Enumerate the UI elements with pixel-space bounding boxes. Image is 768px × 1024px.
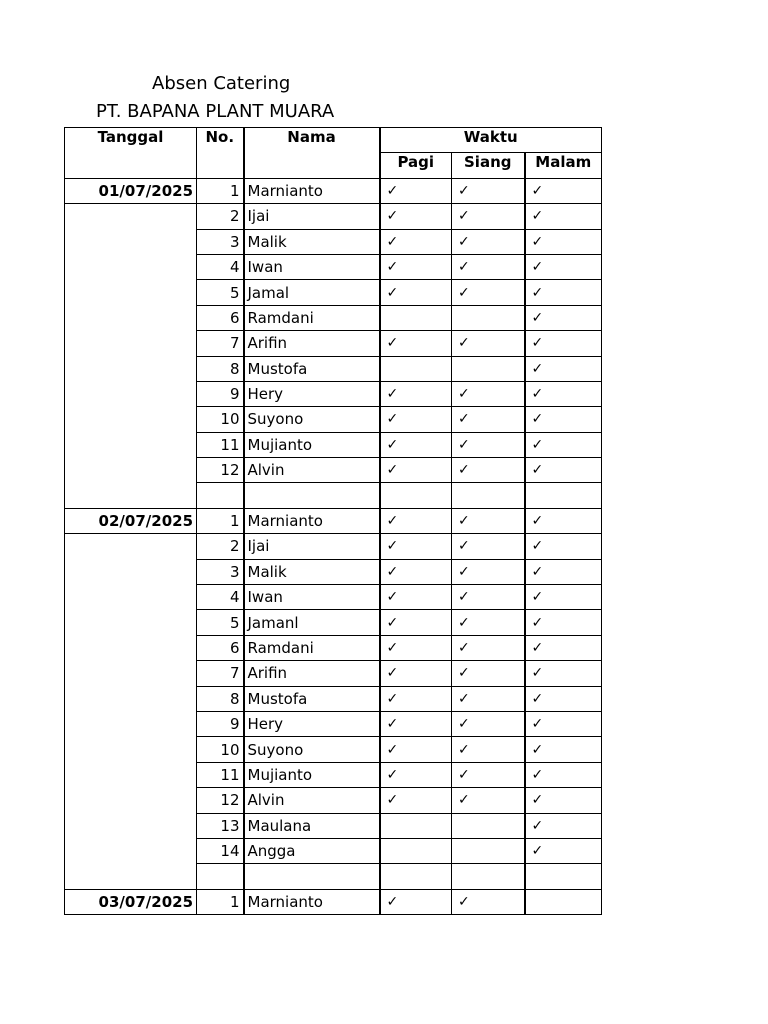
table-row	[65, 204, 602, 229]
siang-cell	[452, 889, 525, 914]
check-icon: ✓	[531, 563, 544, 580]
check-icon: ✓	[531, 589, 544, 606]
employee-name: Hery	[244, 381, 380, 406]
check-icon: ✓	[458, 614, 470, 631]
table-row	[65, 229, 602, 254]
date-cell-empty	[65, 280, 197, 305]
check-icon: ✓	[458, 335, 470, 352]
check-icon: ✓	[386, 538, 399, 555]
employee-name: Jamanl	[244, 610, 380, 635]
check-icon: ✓	[458, 640, 470, 656]
pagi-cell	[380, 686, 452, 711]
date-cell-empty	[65, 204, 197, 229]
row-number: 8	[197, 686, 244, 711]
pagi-cell	[380, 788, 452, 813]
pagi-cell	[380, 559, 452, 584]
pagi-cell	[380, 331, 452, 356]
check-icon: ✓	[386, 690, 399, 707]
siang-cell	[452, 280, 525, 305]
spacer-cell	[244, 864, 380, 889]
date-cell-empty	[65, 661, 197, 686]
check-icon: ✓	[386, 233, 399, 250]
pagi-cell	[380, 178, 452, 203]
table-row	[65, 737, 602, 762]
row-number: 2	[197, 204, 244, 229]
siang-cell	[452, 762, 525, 787]
table-row	[65, 534, 602, 559]
attendance-table	[64, 127, 602, 915]
header-malam: Malam	[525, 153, 602, 178]
date-cell-empty	[65, 458, 197, 483]
table-row	[65, 661, 602, 686]
siang-cell	[452, 635, 525, 660]
employee-name: Alvin	[244, 458, 380, 483]
table-row	[65, 610, 602, 635]
spacer-cell	[380, 864, 452, 889]
pagi-cell	[380, 889, 452, 914]
row-number: 10	[197, 737, 244, 762]
date-cell-empty	[65, 635, 197, 660]
employee-name: Malik	[244, 559, 380, 584]
pagi-cell	[380, 838, 452, 863]
check-icon: ✓	[531, 208, 544, 225]
employee-name: Marnianto	[244, 889, 380, 914]
check-icon: ✓	[531, 690, 544, 707]
siang-cell	[452, 788, 525, 813]
row-number: 1	[197, 178, 244, 203]
check-icon: ✓	[531, 741, 544, 758]
malam-cell	[525, 229, 602, 254]
check-icon: ✓	[458, 233, 470, 250]
check-icon: ✓	[458, 436, 470, 453]
siang-cell	[452, 610, 525, 635]
row-number: 11	[197, 762, 244, 787]
check-icon: ✓	[531, 182, 544, 199]
malam-cell	[525, 254, 602, 279]
employee-name: Angga	[244, 838, 380, 863]
check-icon: ✓	[458, 690, 470, 707]
table-row	[65, 585, 602, 610]
pagi-cell	[380, 534, 452, 559]
pagi-cell	[380, 813, 452, 838]
check-icon: ✓	[458, 766, 470, 783]
check-icon: ✓	[458, 411, 470, 428]
siang-cell	[452, 381, 525, 406]
row-number: 14	[197, 838, 244, 863]
date-cell-empty	[65, 737, 197, 762]
malam-cell	[525, 635, 602, 660]
check-icon: ✓	[386, 741, 399, 758]
employee-name: Iwan	[244, 254, 380, 279]
spacer-cell	[380, 483, 452, 508]
pagi-cell	[380, 508, 452, 533]
check-icon: ✓	[386, 182, 399, 199]
date-cell-empty	[65, 331, 197, 356]
malam-cell	[525, 381, 602, 406]
row-number: 6	[197, 305, 244, 330]
check-icon: ✓	[458, 665, 470, 682]
check-icon: ✓	[386, 640, 399, 656]
check-icon: ✓	[386, 513, 399, 530]
check-icon: ✓	[531, 309, 544, 326]
row-number: 4	[197, 585, 244, 610]
check-icon: ✓	[458, 513, 470, 530]
check-icon: ✓	[531, 614, 544, 631]
pagi-cell	[380, 737, 452, 762]
check-icon: ✓	[386, 563, 399, 580]
row-number: 5	[197, 610, 244, 635]
check-icon: ✓	[458, 208, 470, 225]
row-number: 11	[197, 432, 244, 457]
table-row	[65, 356, 602, 381]
employee-name: Jamal	[244, 280, 380, 305]
employee-name: Mustofa	[244, 356, 380, 381]
employee-name: Mujianto	[244, 762, 380, 787]
check-icon: ✓	[386, 893, 399, 910]
employee-name: Ramdani	[244, 305, 380, 330]
malam-cell	[525, 661, 602, 686]
table-row	[65, 458, 602, 483]
check-icon: ✓	[386, 335, 399, 352]
employee-name: Maulana	[244, 813, 380, 838]
check-icon: ✓	[458, 563, 470, 580]
table-row	[65, 331, 602, 356]
spacer-cell	[525, 483, 602, 508]
header-siang: Siang	[452, 153, 525, 178]
row-number: 5	[197, 280, 244, 305]
check-icon: ✓	[386, 208, 399, 225]
check-icon: ✓	[458, 893, 470, 910]
date-cell-empty	[65, 559, 197, 584]
check-icon: ✓	[386, 589, 399, 606]
spacer-cell	[452, 483, 525, 508]
row-number: 3	[197, 229, 244, 254]
malam-cell	[525, 838, 602, 863]
date-cell-empty	[65, 381, 197, 406]
check-icon: ✓	[531, 843, 544, 860]
table-row	[65, 508, 602, 533]
spacer-cell	[65, 864, 197, 889]
check-icon: ✓	[386, 259, 399, 276]
check-icon: ✓	[458, 538, 470, 555]
date-cell-empty	[65, 407, 197, 432]
date-cell-empty	[65, 305, 197, 330]
spacer-cell	[244, 483, 380, 508]
check-icon: ✓	[386, 614, 399, 631]
malam-cell	[525, 889, 602, 914]
spacer-cell	[525, 864, 602, 889]
siang-cell	[452, 458, 525, 483]
check-icon: ✓	[386, 436, 399, 453]
table-row	[65, 178, 602, 203]
date-cell-empty	[65, 534, 197, 559]
siang-cell	[452, 737, 525, 762]
employee-name: Ijai	[244, 204, 380, 229]
header-row-1	[65, 128, 602, 153]
table-row	[65, 762, 602, 787]
check-icon: ✓	[458, 259, 470, 276]
row-number: 9	[197, 711, 244, 736]
siang-cell	[452, 813, 525, 838]
spacer-cell	[197, 864, 244, 889]
siang-cell	[452, 508, 525, 533]
check-icon: ✓	[531, 411, 544, 428]
check-icon: ✓	[386, 462, 399, 479]
check-icon: ✓	[531, 259, 544, 276]
date-cell-empty	[65, 432, 197, 457]
row-number: 1	[197, 508, 244, 533]
table-row	[65, 407, 602, 432]
header-nama: Nama	[244, 128, 380, 179]
check-icon: ✓	[531, 766, 544, 783]
siang-cell	[452, 204, 525, 229]
employee-name: Hery	[244, 711, 380, 736]
header-no: No.	[197, 128, 244, 179]
table-row	[65, 635, 602, 660]
pagi-cell	[380, 585, 452, 610]
date-cell: 03/07/2025	[65, 889, 197, 914]
siang-cell	[452, 585, 525, 610]
pagi-cell	[380, 229, 452, 254]
row-number: 7	[197, 331, 244, 356]
siang-cell	[452, 305, 525, 330]
table-row	[65, 254, 602, 279]
row-number: 1	[197, 889, 244, 914]
date-cell-empty	[65, 762, 197, 787]
malam-cell	[525, 331, 602, 356]
check-icon: ✓	[531, 436, 544, 453]
spacer-row	[65, 864, 602, 889]
malam-cell	[525, 204, 602, 229]
table-row	[65, 813, 602, 838]
siang-cell	[452, 407, 525, 432]
siang-cell	[452, 229, 525, 254]
siang-cell	[452, 559, 525, 584]
check-icon: ✓	[386, 766, 399, 783]
check-icon: ✓	[531, 233, 544, 250]
date-cell: 02/07/2025	[65, 508, 197, 533]
date-cell-empty	[65, 711, 197, 736]
malam-cell	[525, 508, 602, 533]
malam-cell	[525, 585, 602, 610]
malam-cell	[525, 686, 602, 711]
check-icon: ✓	[386, 665, 399, 682]
pagi-cell	[380, 381, 452, 406]
date-cell-empty	[65, 254, 197, 279]
pagi-cell	[380, 610, 452, 635]
check-icon: ✓	[531, 640, 544, 656]
check-icon: ✓	[458, 792, 470, 809]
row-number: 2	[197, 534, 244, 559]
check-icon: ✓	[458, 716, 470, 733]
table-row	[65, 711, 602, 736]
malam-cell	[525, 356, 602, 381]
spacer-cell	[65, 483, 197, 508]
row-number: 9	[197, 381, 244, 406]
employee-name: Marnianto	[244, 508, 380, 533]
pagi-cell	[380, 356, 452, 381]
check-icon: ✓	[531, 792, 544, 809]
date-cell-empty	[65, 585, 197, 610]
table-row	[65, 280, 602, 305]
pagi-cell	[380, 661, 452, 686]
employee-name: Mustofa	[244, 686, 380, 711]
date-cell-empty	[65, 356, 197, 381]
pagi-cell	[380, 762, 452, 787]
siang-cell	[452, 432, 525, 457]
pagi-cell	[380, 204, 452, 229]
check-icon: ✓	[386, 792, 399, 809]
malam-cell	[525, 432, 602, 457]
check-icon: ✓	[458, 741, 470, 758]
table-row	[65, 838, 602, 863]
table-row	[65, 305, 602, 330]
employee-name: Iwan	[244, 585, 380, 610]
employee-name: Suyono	[244, 737, 380, 762]
check-icon: ✓	[458, 284, 470, 301]
table-row	[65, 381, 602, 406]
siang-cell	[452, 356, 525, 381]
check-icon: ✓	[458, 182, 470, 199]
siang-cell	[452, 178, 525, 203]
pagi-cell	[380, 458, 452, 483]
row-number: 7	[197, 661, 244, 686]
check-icon: ✓	[531, 335, 544, 352]
pagi-cell	[380, 432, 452, 457]
date-cell-empty	[65, 610, 197, 635]
document-title: Absen Catering	[152, 73, 291, 94]
spacer-cell	[197, 483, 244, 508]
row-number: 12	[197, 788, 244, 813]
check-icon: ✓	[386, 386, 399, 403]
check-icon: ✓	[531, 817, 544, 834]
row-number: 4	[197, 254, 244, 279]
employee-name: Arifin	[244, 331, 380, 356]
pagi-cell	[380, 254, 452, 279]
date-cell-empty	[65, 686, 197, 711]
date-cell-empty	[65, 229, 197, 254]
check-icon: ✓	[531, 665, 544, 682]
header-tanggal: Tanggal	[65, 128, 197, 179]
siang-cell	[452, 711, 525, 736]
check-icon: ✓	[531, 538, 544, 555]
check-icon: ✓	[531, 716, 544, 733]
employee-name: Ijai	[244, 534, 380, 559]
table-row	[65, 559, 602, 584]
table-row	[65, 788, 602, 813]
date-cell: 01/07/2025	[65, 178, 197, 203]
table-row	[65, 889, 602, 914]
company-name: PT. BAPANA PLANT MUARA	[96, 101, 335, 122]
siang-cell	[452, 661, 525, 686]
check-icon: ✓	[531, 360, 544, 377]
pagi-cell	[380, 711, 452, 736]
employee-name: Marnianto	[244, 178, 380, 203]
row-number: 3	[197, 559, 244, 584]
employee-name: Arifin	[244, 661, 380, 686]
malam-cell	[525, 458, 602, 483]
malam-cell	[525, 762, 602, 787]
malam-cell	[525, 711, 602, 736]
employee-name: Suyono	[244, 407, 380, 432]
row-number: 12	[197, 458, 244, 483]
malam-cell	[525, 813, 602, 838]
siang-cell	[452, 534, 525, 559]
check-icon: ✓	[531, 462, 544, 479]
row-number: 8	[197, 356, 244, 381]
check-icon: ✓	[458, 386, 470, 403]
header-waktu: Waktu	[380, 128, 602, 153]
malam-cell	[525, 737, 602, 762]
check-icon: ✓	[531, 513, 544, 530]
pagi-cell	[380, 407, 452, 432]
table-row	[65, 686, 602, 711]
row-number: 13	[197, 813, 244, 838]
malam-cell	[525, 610, 602, 635]
pagi-cell	[380, 280, 452, 305]
malam-cell	[525, 559, 602, 584]
check-icon: ✓	[386, 411, 399, 428]
header-pagi: Pagi	[380, 153, 452, 178]
employee-name: Malik	[244, 229, 380, 254]
employee-name: Ramdani	[244, 635, 380, 660]
siang-cell	[452, 254, 525, 279]
spacer-cell	[452, 864, 525, 889]
malam-cell	[525, 534, 602, 559]
spacer-row	[65, 483, 602, 508]
row-number: 6	[197, 635, 244, 660]
table-row	[65, 432, 602, 457]
check-icon: ✓	[386, 716, 399, 733]
pagi-cell	[380, 305, 452, 330]
malam-cell	[525, 280, 602, 305]
date-cell-empty	[65, 813, 197, 838]
malam-cell	[525, 305, 602, 330]
malam-cell	[525, 788, 602, 813]
malam-cell	[525, 178, 602, 203]
row-number: 10	[197, 407, 244, 432]
check-icon: ✓	[458, 589, 470, 606]
check-icon: ✓	[531, 284, 544, 301]
check-icon: ✓	[531, 386, 544, 403]
check-icon: ✓	[458, 462, 470, 479]
employee-name: Alvin	[244, 788, 380, 813]
date-cell-empty	[65, 838, 197, 863]
employee-name: Mujianto	[244, 432, 380, 457]
siang-cell	[452, 686, 525, 711]
date-cell-empty	[65, 788, 197, 813]
check-icon: ✓	[386, 284, 399, 301]
pagi-cell	[380, 635, 452, 660]
malam-cell	[525, 407, 602, 432]
siang-cell	[452, 838, 525, 863]
siang-cell	[452, 331, 525, 356]
